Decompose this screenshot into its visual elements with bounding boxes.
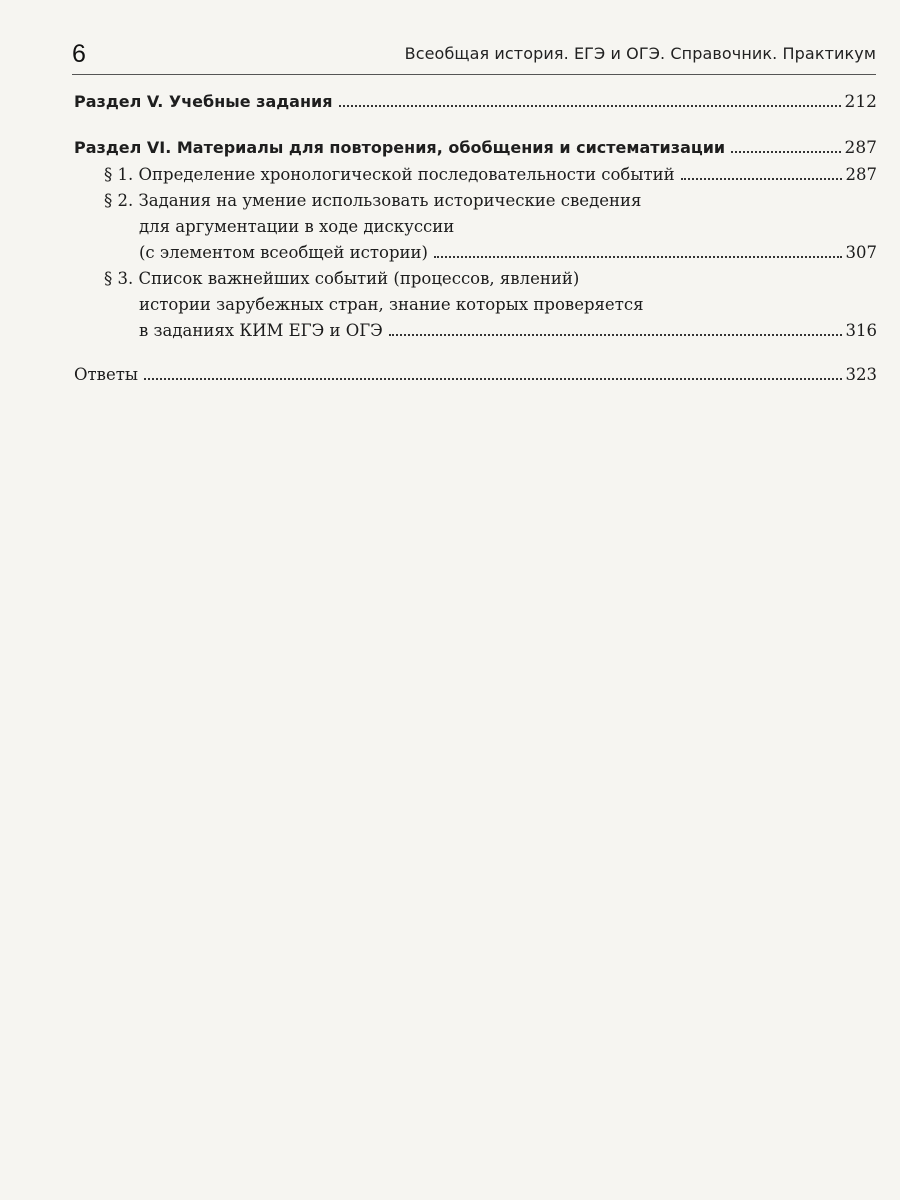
dot-leader bbox=[434, 255, 842, 258]
dot-leader bbox=[681, 177, 842, 180]
toc-entry-label: § 2. Задания на умение использовать исторические сведения bbox=[104, 191, 642, 210]
toc-entry-label: Раздел V. Учебные задания bbox=[74, 92, 333, 111]
toc-entry-label-continued: для аргументации в ходе дискуссии bbox=[139, 217, 455, 236]
toc-entry-paragraph-2[interactable] bbox=[74, 188, 877, 266]
toc-entry-page: 212 bbox=[844, 92, 877, 112]
toc-entry-label-continued: (с элементом всеобщей истории) bbox=[139, 243, 428, 262]
toc-entry-label: Ответы bbox=[74, 365, 138, 384]
dot-leader bbox=[731, 150, 840, 153]
toc-entry-section-6[interactable] bbox=[74, 134, 877, 162]
toc-entry-page: 287 bbox=[844, 138, 877, 158]
toc-entry-label-continued: истории зарубежных стран, знание которых проверяется bbox=[139, 295, 644, 314]
dot-leader bbox=[339, 104, 841, 107]
toc-entry-answers[interactable] bbox=[74, 362, 877, 388]
toc-entry-page: 316 bbox=[845, 321, 877, 340]
toc-entry-section-5[interactable] bbox=[74, 88, 877, 116]
table-of-contents bbox=[74, 88, 877, 388]
toc-entry-label-continued: в заданиях КИМ ЕГЭ и ОГЭ bbox=[139, 321, 383, 340]
toc-entry-last-line bbox=[74, 240, 877, 266]
toc-entry-label: Раздел VI. Материалы для повторения, обобщения и систематизации bbox=[74, 138, 726, 157]
toc-entry-paragraph-3[interactable] bbox=[74, 266, 877, 344]
toc-entry-paragraph-1[interactable] bbox=[74, 162, 877, 188]
toc-entry-page: 323 bbox=[845, 365, 877, 384]
toc-entry-label: § 3. Список важнейших событий (процессов, явлений) bbox=[104, 269, 580, 288]
dot-leader bbox=[389, 333, 842, 336]
toc-entry-last-line bbox=[74, 318, 877, 344]
page-header bbox=[72, 38, 876, 75]
toc-entry-page: 287 bbox=[845, 165, 877, 184]
running-title: Всеобщая история. ЕГЭ и ОГЭ. Справочник. Практикум bbox=[404, 44, 876, 63]
toc-entry-page: 307 bbox=[845, 243, 877, 262]
toc-subentries bbox=[74, 162, 877, 388]
page-number: 6 bbox=[72, 40, 86, 68]
dot-leader bbox=[144, 377, 842, 380]
toc-entry-label: § 1. Определение хронологической последовательности событий bbox=[104, 165, 675, 184]
